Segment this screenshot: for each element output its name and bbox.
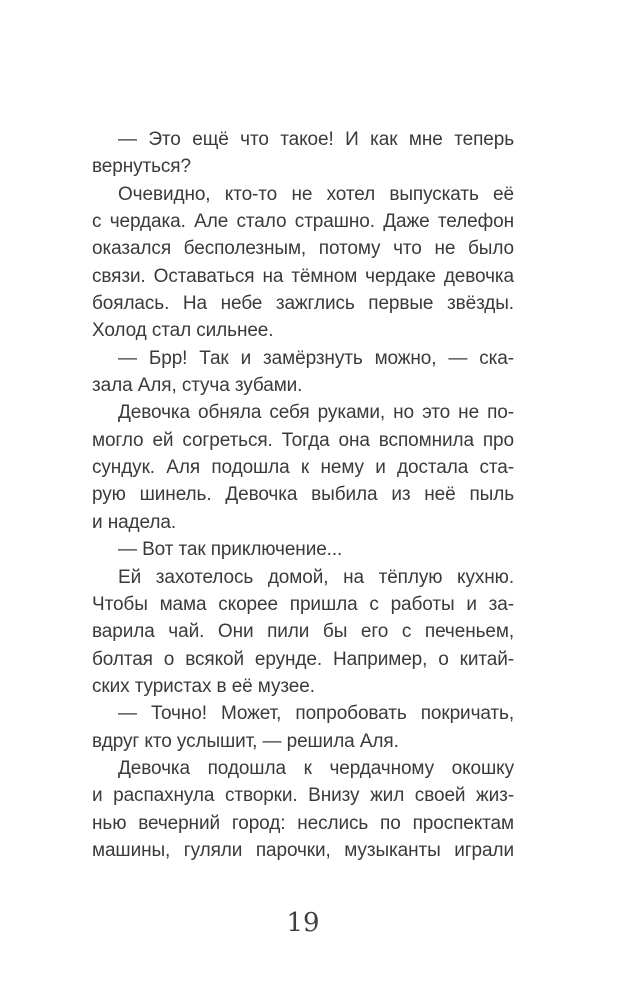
text-line: с чердака. Але стало страшно. Даже телефон <box>92 211 514 233</box>
page-number: 19 <box>286 908 320 938</box>
text-line: — Это ещё что такое! И как мне теперь <box>118 129 514 150</box>
text-line: боялась. На небе зажглись первые звёзды. <box>92 293 514 315</box>
text-line: сундук. Аля подошла к нему и достала ста- <box>92 457 514 479</box>
text-line: — Точно! Может, попробовать покричать, <box>118 703 514 725</box>
text-line: и распахнула створки. Внизу жил своей жиз- <box>92 785 514 807</box>
text-line: Ей захотелось домой, на тёплую кухню. <box>118 566 514 588</box>
text-line: оказался бесполезным, потому что не было <box>92 238 514 260</box>
text-line: Холод стал сильнее. <box>92 320 274 342</box>
text-line: — Брр! Так и замёрзнуть можно, — ска- <box>118 347 514 369</box>
text-line: зала Аля, стуча зубами. <box>92 375 303 397</box>
text-line: Чтобы мама скорее пришла с работы и за- <box>92 593 514 615</box>
text-line: болтая о всякой ерунде. Например, о китай- <box>92 648 514 670</box>
text-line: и надела. <box>92 511 177 533</box>
text-line: машины, гуляли парочки, музыканты играли <box>92 839 514 861</box>
text-line: — Вот так приключение... <box>118 539 343 561</box>
text-line: вдруг кто услышит, — решила Аля. <box>92 730 399 752</box>
text-line: нью вечерний город: неслись по проспектам <box>92 812 514 834</box>
text-line: могло ей согреться. Тогда она вспомнила про <box>92 429 514 451</box>
text-block <box>92 126 514 864</box>
text-line: рую шинель. Девочка выбила из неё пыль <box>92 484 514 506</box>
text-line: Девочка обняла себя руками, но это не по- <box>118 402 514 424</box>
text-line: Девочка подошла к чердачному окошку <box>118 757 514 779</box>
text-line: варила чай. Они пили бы его с печеньем, <box>92 621 514 643</box>
text-line: Очевидно, кто-то не хотел выпускать её <box>118 183 514 205</box>
text-line: связи. Оставаться на тёмном чердаке девочка <box>92 265 514 287</box>
text-line: ских туристах в её музее. <box>92 675 315 697</box>
text-line: вернуться? <box>92 156 191 178</box>
